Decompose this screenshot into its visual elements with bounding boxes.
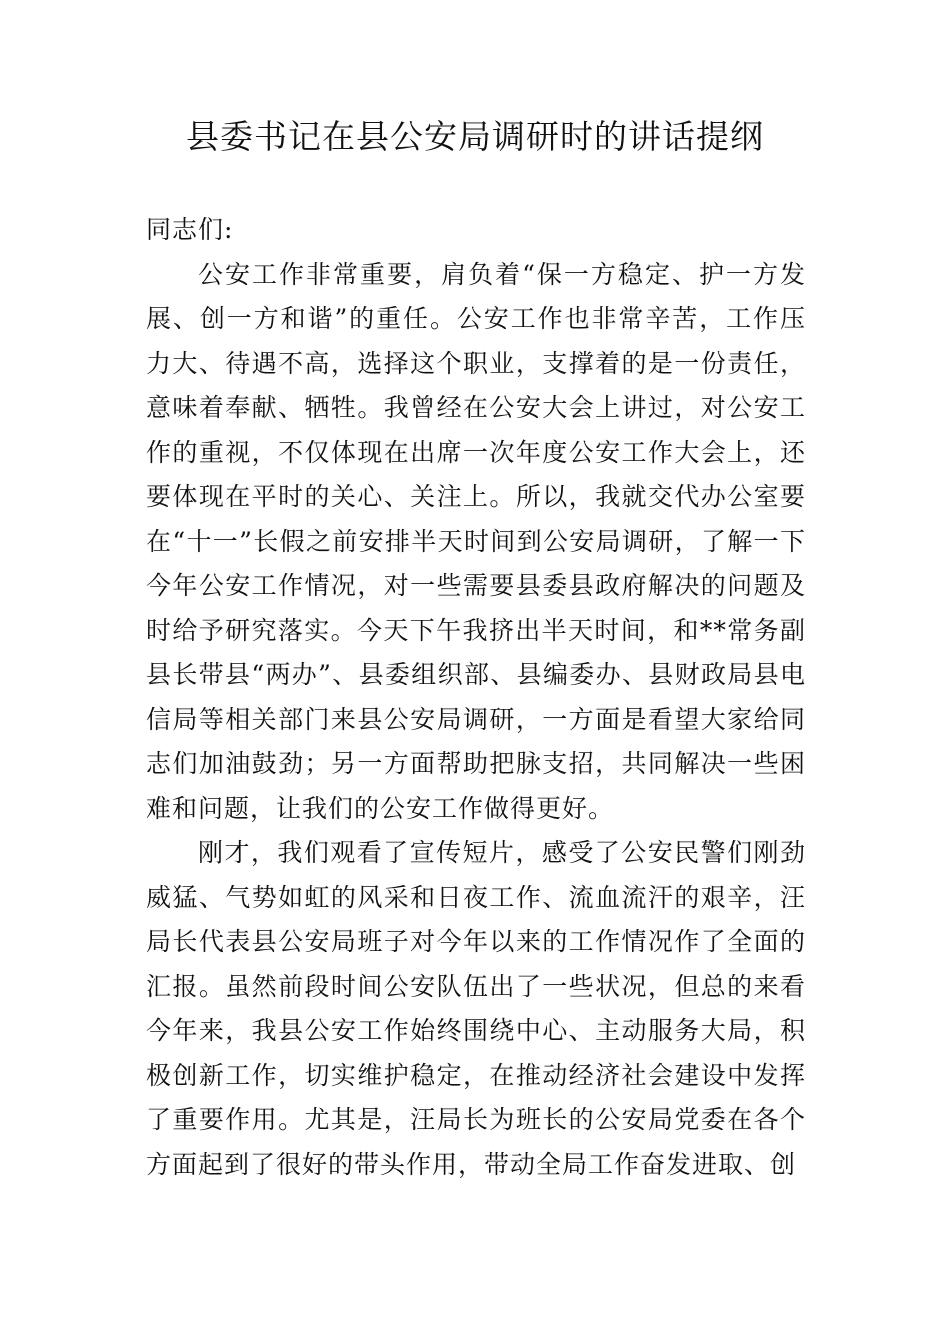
document-title: 县委书记在县公安局调研时的讲话提纲: [186, 117, 764, 156]
document-body: [146, 208, 806, 1187]
paragraph-2: 刚才，我们观看了宣传短片，感受了公安民警们刚劲威猛、气势如虹的风采和日夜工作、流血流汗的艰辛，汪局长代表县公安局班子对今年以来的工作情况作了全面的汇报。虽然前段时间公安队伍出了一些状况，但总的来看今年来，我县公安工作始终围绕中心、主动服务大局，积极创新工作，切实维护稳定，在推动经济社会建设中发挥了重要作用。尤其是，汪局长为班长的公安局党委在各个方面起到了很好的带头作用，带动全局工作奋发进取、创: [146, 838, 806, 1179]
salutation: 同志们:: [146, 215, 234, 244]
paragraph-1: 公安工作非常重要，肩负着“保一方稳定、护一方发展、创一方和谐”的重任。公安工作也非常辛苦，工作压力大、待遇不高，选择这个职业，支撑着的是一份责任，意味着奉献、牺牲。我曾经在公安大会上讲过，对公安工作的重视，不仅体现在出席一次年度公安工作大会上，还要体现在平时的关心、关注上。所以，我就交代办公室要在“十一”长假之前安排半天时间到公安局调研，了解一下今年公安工作情况，对一些需要县委县政府解决的问题及时给予研究落实。今天下午我挤出半天时间，和**常务副县长带县“两办”、县委组织部、县编委办、县财政局县电信局等相关部门来县公安局调研，一方面是看望大家给同志们加油鼓劲；另一方面帮助把脉支招，共同解决一些困难和问题，让我们的公安工作做得更好。: [146, 259, 806, 823]
